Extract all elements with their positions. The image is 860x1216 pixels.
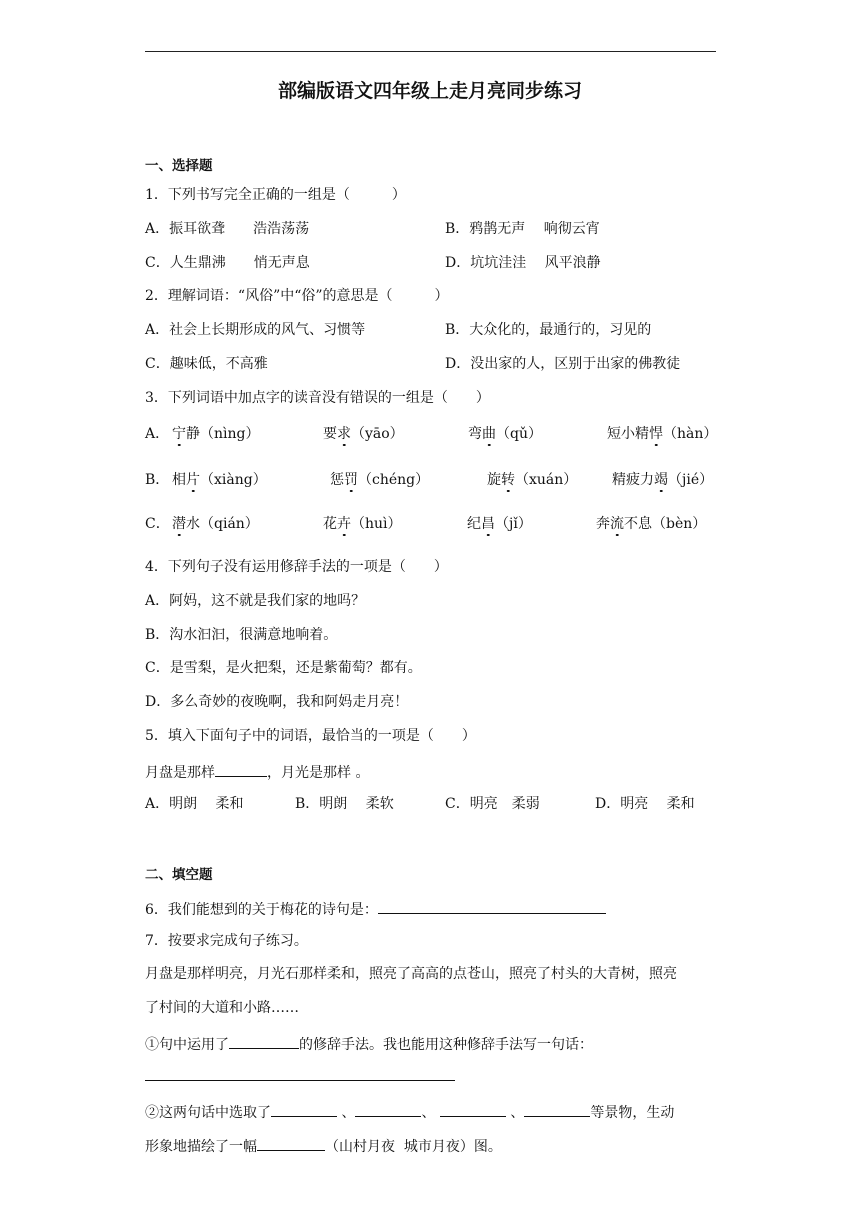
q7-subquestion-1: ①句中运用了 的修辞手法。我也能用这种修辞手法写一句话： [145, 1037, 593, 1053]
answer-blank[interactable] [378, 900, 606, 914]
q4-option-d: D．多么奇妙的夜晚啊，我和阿妈走月亮！ [145, 694, 409, 710]
q3-option-a-word-2: 要求（yāo） [323, 426, 404, 442]
q3-option-c-word-3: 纪昌（jǐ） [467, 516, 532, 532]
page-title: 部编版语文四年级上走月亮同步练习 [277, 80, 582, 102]
header-rule [145, 51, 716, 52]
section-heading-fill: 二、填空题 [145, 867, 213, 883]
q5-option-d: D．明亮 柔和 [595, 796, 695, 812]
q2-option-a: A．社会上长期形成的风气、习惯等 [145, 322, 366, 338]
question-5-stem: 5．填入下面句子中的词语，最恰当的一项是（ ） [145, 728, 476, 744]
answer-blank[interactable] [355, 1103, 421, 1117]
q3-option-c-word-4: 奔流不息（bèn） [596, 516, 707, 532]
q3-option-a-word-3: 弯曲（qǔ） [468, 426, 542, 442]
q3-option-c-word-1: 潜水（qián） [172, 516, 259, 532]
q5-option-c: C．明亮 柔弱 [445, 796, 540, 812]
q3-option-b-word-1: 相片（xiàng） [172, 472, 267, 488]
q3-option-b-word-2: 惩罚（chéng） [330, 472, 430, 488]
q2-option-d: D．没出家的人，区别于出家的佛教徒 [445, 356, 681, 372]
q4-option-c: C．是雪梨，是火把梨，还是紫葡萄？都有。 [145, 660, 422, 676]
q7-subquestion-3: 形象地描绘了一幅 （山村月夜 城市月夜）图。 [145, 1139, 502, 1155]
q3-option-b-label: B． [145, 472, 170, 488]
q3-option-c-word-2: 花卉（huì） [323, 516, 402, 532]
q2-option-c: C．趣味低，不高雅 [145, 356, 268, 372]
q4-option-b: B．沟水汩汩，很满意地响着。 [145, 627, 338, 643]
answer-line[interactable] [145, 1080, 455, 1081]
question-3-stem: 3．下列词语中加点字的读音没有错误的一组是（ ） [145, 390, 490, 406]
q7-passage-line-1: 月盘是那样明亮，月光石那样柔和，照亮了高高的点苍山，照亮了村头的大青树，照亮 [145, 966, 677, 982]
question-4-stem: 4．下列句子没有运用修辞手法的一项是（ ） [145, 559, 448, 575]
q3-option-b-word-3: 旋转（xuán） [487, 472, 578, 488]
q4-option-a: A．阿妈，这不就是我们家的地吗？ [145, 593, 366, 609]
answer-blank[interactable] [215, 763, 267, 777]
q1-option-a: A．振耳欲聋 浩浩荡荡 [145, 221, 310, 237]
q1-option-d: D．坑坑洼洼 风平浪静 [445, 255, 601, 271]
q3-option-c-label: C． [145, 516, 170, 532]
q2-option-b: B．大众化的，最通行的，习见的 [445, 322, 652, 338]
question-2-stem: 2．理解词语：“风俗”中“俗”的意思是（ ） [145, 288, 449, 304]
question-7-stem: 7．按要求完成句子练习。 [145, 933, 308, 949]
q5-sentence: 月盘是那样 ，月光是那样 。 [145, 765, 370, 781]
q7-passage-line-2: 了村间的大道和小路…… [145, 1000, 299, 1016]
q7-subquestion-2: ②这两句话中选取了 、 、 、 等景物，生动 [145, 1105, 675, 1121]
q1-option-b: B．鸦鹊无声 响彻云宵 [445, 221, 600, 237]
q1-option-c: C．人生鼎沸 悄无声息 [145, 255, 310, 271]
q3-option-a-label: A． [145, 426, 170, 442]
q3-option-b-word-4: 精疲力竭（jié） [612, 472, 714, 488]
answer-blank[interactable] [524, 1103, 590, 1117]
q5-option-a: A．明朗 柔和 [145, 796, 244, 812]
answer-blank[interactable] [271, 1103, 337, 1117]
question-6: 6．我们能想到的关于梅花的诗句是： [145, 900, 606, 917]
section-heading-choice: 一、选择题 [145, 158, 213, 174]
question-1-stem: 1．下列书写完全正确的一组是（ ） [145, 187, 406, 203]
q3-option-a-word-4: 短小精悍（hàn） [607, 426, 718, 442]
answer-blank[interactable] [257, 1137, 325, 1151]
answer-blank[interactable] [440, 1103, 506, 1117]
q5-option-b: B．明朗 柔软 [295, 796, 394, 812]
answer-blank[interactable] [229, 1035, 299, 1049]
q3-option-a-word-1: 宁静（nìng） [172, 426, 260, 442]
